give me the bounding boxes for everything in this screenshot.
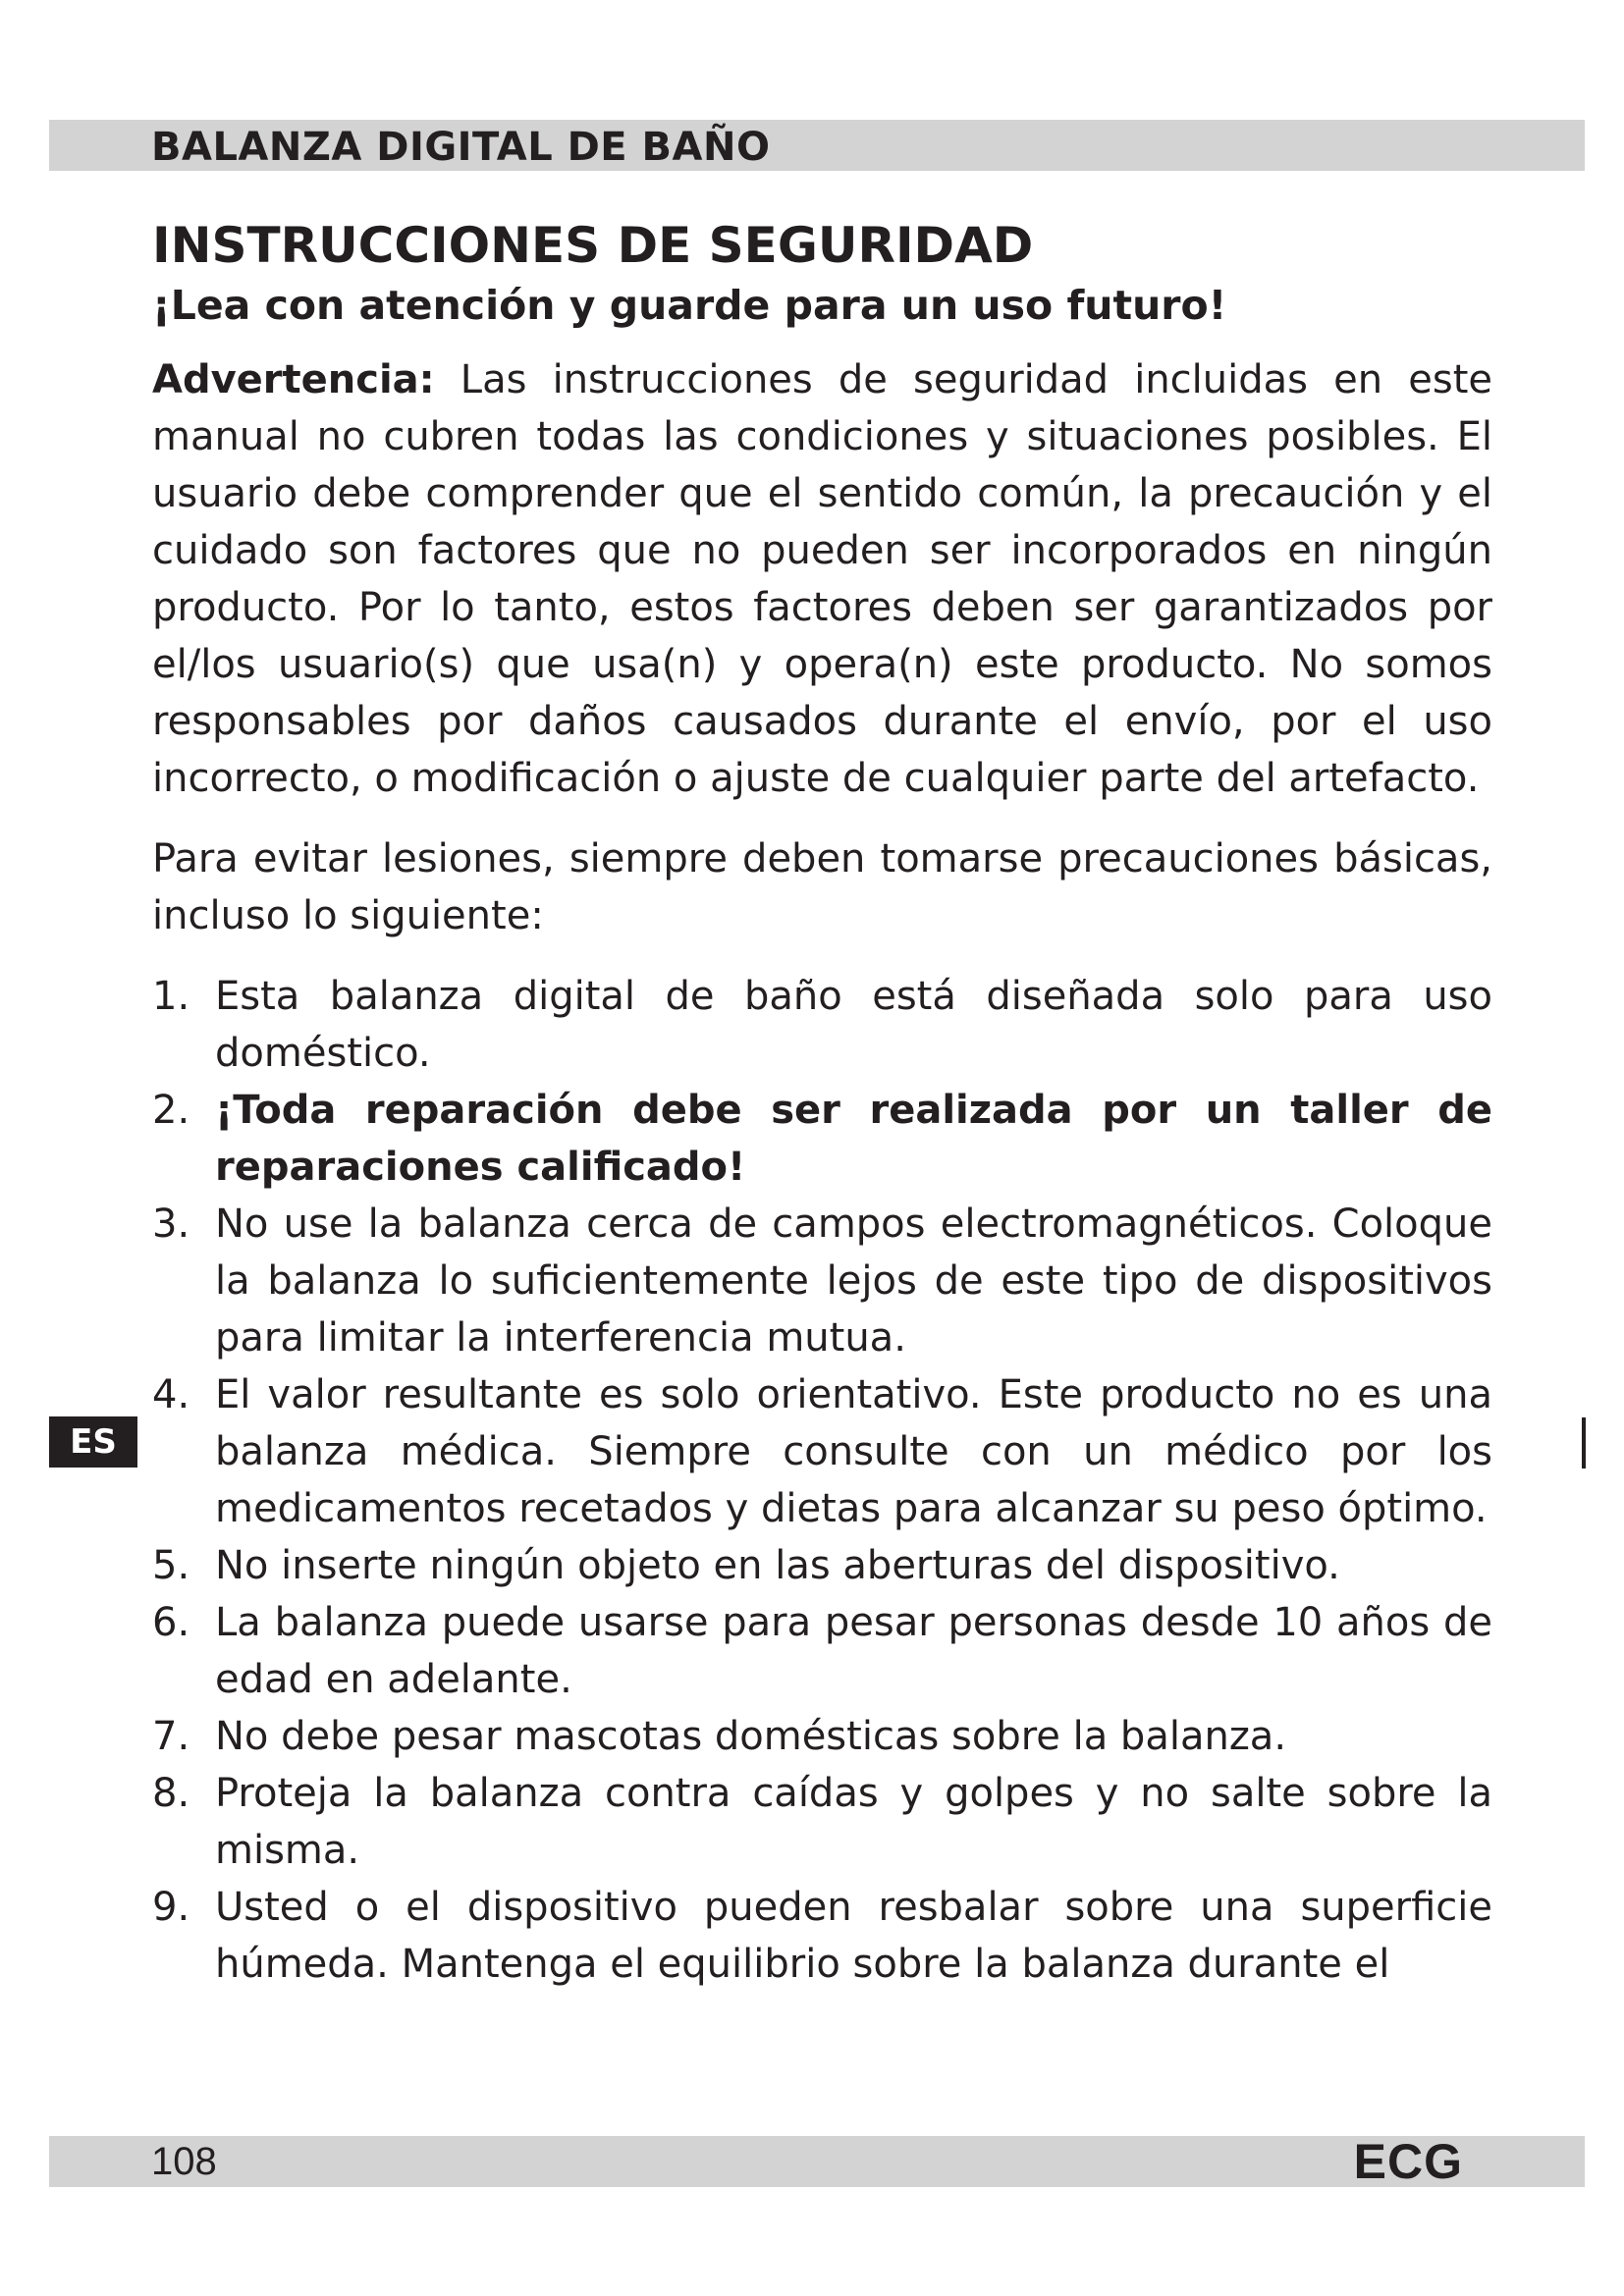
list-item	[152, 1879, 1492, 1993]
product-title: BALANZA DIGITAL DE BAÑO	[151, 125, 771, 170]
list-item	[152, 1765, 1492, 1879]
list-item-number: 1.	[152, 974, 190, 1019]
list-item-text: La balanza puede usarse para pesar personas desde 10 años de edad en adelante.	[215, 1600, 1492, 1702]
intro-paragraph: Para evitar lesiones, siempre deben tomarse precauciones básicas, incluso lo siguiente:	[152, 836, 1492, 938]
list-item-text: Esta balanza digital de baño está diseñada solo para uso doméstico.	[215, 974, 1492, 1076]
list-item-number: 8.	[152, 1771, 190, 1816]
language-tab: ES	[49, 1416, 137, 1468]
warning-paragraph	[152, 351, 1492, 807]
footer-bar	[49, 2136, 1585, 2187]
list-item	[152, 1196, 1492, 1366]
margin-marker	[1582, 1417, 1586, 1468]
list-item-text: No debe pesar mascotas domésticas sobre la balanza.	[215, 1714, 1287, 1759]
section-heading: INSTRUCCIONES DE SEGURIDAD	[152, 217, 1034, 274]
page-number: 108	[151, 2140, 217, 2183]
brand-logo: ECG	[1353, 2134, 1463, 2189]
list-item-number: 9.	[152, 1885, 190, 1930]
list-item	[152, 968, 1492, 1082]
list-item	[152, 1708, 1492, 1765]
safety-rules-list	[152, 968, 1492, 1993]
section-subheading: ¡Lea con atención y guarde para un uso futuro!	[152, 282, 1227, 329]
list-item	[152, 1082, 1492, 1196]
list-item-number: 3.	[152, 1201, 190, 1247]
warning-label: Advertencia:	[152, 357, 435, 402]
list-item-number: 2.	[152, 1088, 190, 1133]
list-item-text: Proteja la balanza contra caídas y golpes y no salte sobre la misma.	[215, 1771, 1492, 1873]
list-item	[152, 1594, 1492, 1708]
list-item-text: ¡Toda reparación debe ser realizada por un taller de reparaciones calificado!	[215, 1088, 1492, 1190]
list-item-text: Usted o el dispositivo pueden resbalar sobre una superficie húmeda. Mantenga el equilibrio sobre la balanza durante el	[215, 1885, 1492, 1987]
page-content	[152, 214, 1492, 1993]
warning-text: Las instrucciones de seguridad incluidas en este manual no cubren todas las condiciones y situaciones posibles. El usuario debe comprender que el sentido común, la precaución y el cuidado son factores que no pueden ser incorporados en ningún producto. Por lo tanto, estos factores deben ser garantizados por el/los usuario(s) que usa(n) y opera(n) este producto. No somos responsables por daños causados durante el envío, por el uso incorrecto, o modificación o ajuste de cualquier parte del artefacto.	[152, 357, 1492, 801]
list-item	[152, 1537, 1492, 1594]
list-item-text: No use la balanza cerca de campos electromagnéticos. Coloque la balanza lo suficientemente lejos de este tipo de dispositivos para limitar la interferencia mutua.	[215, 1201, 1492, 1361]
list-item-text: El valor resultante es solo orientativo. Este producto no es una balanza médica. Siempre consulte con un médico por los medicamentos recetados y dietas para alcanzar su peso óptimo.	[215, 1372, 1492, 1531]
list-item-number: 4.	[152, 1372, 190, 1417]
header-bar	[49, 120, 1585, 171]
list-item-number: 7.	[152, 1714, 190, 1759]
list-item	[152, 1366, 1492, 1537]
list-item-text: No inserte ningún objeto en las aberturas del dispositivo.	[215, 1543, 1340, 1588]
list-item-number: 6.	[152, 1600, 190, 1645]
list-item-number: 5.	[152, 1543, 190, 1588]
